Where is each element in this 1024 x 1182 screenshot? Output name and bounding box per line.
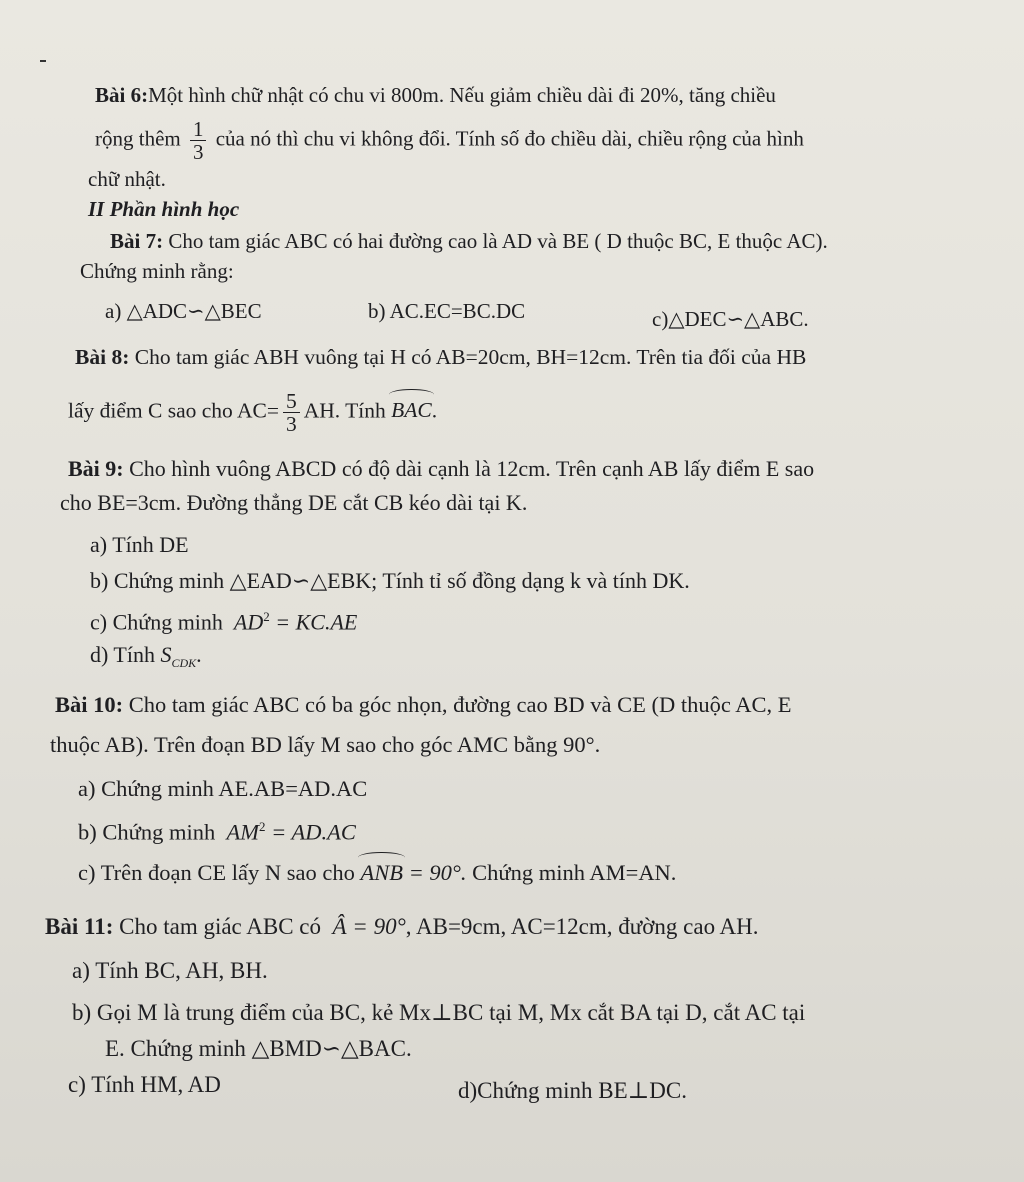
- bai9-line1: [68, 456, 814, 482]
- bai8-frac-num: 5: [283, 390, 300, 413]
- bai10-item-a: a) Chứng minh AE.AB=AD.AC: [78, 776, 368, 801]
- bai6-frac-den: 3: [192, 140, 204, 164]
- bai9-item-b: b) Chứng minh △EAD∽△EBK; Tính tỉ số đồng dạng k và tính DK.: [90, 568, 690, 593]
- bai6-text2b: của nó thì chu vi không đổi. Tính số đo chiều dài, chiều rộng của hình: [215, 126, 804, 151]
- bai8-line1: [75, 344, 806, 370]
- bai10-b-rest: = AD.AC: [265, 819, 356, 845]
- bai11-angle-a: Â = 90°: [332, 914, 406, 939]
- bai10-text1: Cho tam giác ABC có ba góc nhọn, đường cao BD và CE (D thuộc AC, E: [128, 692, 792, 717]
- bai10-angle-anb: ANB: [360, 860, 403, 885]
- bai10-item-b: [78, 814, 356, 846]
- section2-title: II Phần hình học: [88, 197, 240, 221]
- bai7-item-a: a) △ADC∽△BEC: [105, 299, 262, 323]
- bai10-b-math: AM: [226, 819, 259, 845]
- bai8-title: Bài 8:: [75, 345, 130, 369]
- bai9-item-c: [90, 604, 357, 635]
- bai9-d-end: .: [196, 642, 202, 667]
- bai9-c-rest: = KC.AE: [269, 609, 358, 635]
- bai10-b-sup: 2: [258, 819, 266, 834]
- bai8-frac-den: 3: [285, 412, 297, 436]
- bai6-line1: [95, 82, 776, 108]
- bai9-item-a: a) Tính DE: [90, 532, 189, 557]
- bai11-text1-rest: , AB=9cm, AC=12cm, đường cao AH.: [405, 914, 759, 939]
- bai10-c-pre: c) Trên đoạn CE lấy N sao cho: [78, 860, 355, 885]
- bai8-angle-bac: BAC: [391, 398, 432, 423]
- bai6-text2a: rộng thêm: [95, 126, 181, 151]
- bai9-d-math: S: [160, 642, 172, 667]
- bai8-text2b: AH. Tính: [303, 398, 386, 423]
- bai6-line2: [95, 118, 804, 163]
- bai8-text1: Cho tam giác ABH vuông tại H có AB=20cm, BH=12cm. Trên tia đối của HB: [134, 345, 807, 369]
- bai10-item-c: [78, 860, 676, 886]
- bai6-line3: chữ nhật.: [88, 167, 166, 191]
- bai6-fraction: [190, 118, 207, 163]
- bai11-item-d: d)Chứng minh BE⊥DC.: [458, 1078, 687, 1103]
- bai6-text1: Một hình chữ nhật có chu vi 800m. Nếu giảm chiều dài đi 20%, tăng chiều: [148, 83, 776, 107]
- bai9-c-pre: c) Chứng minh: [90, 609, 223, 635]
- bai10-title: Bài 10:: [55, 692, 124, 717]
- bai11-item-b1: b) Gọi M là trung điểm của BC, kẻ Mx⊥BC tại M, Mx cắt BA tại D, cắt AC tại: [72, 1000, 806, 1025]
- bai10-line1: [55, 692, 792, 718]
- bai11-item-c: c) Tính HM, AD: [68, 1072, 221, 1097]
- bai7-item-b: b) AC.EC=BC.DC: [368, 299, 526, 323]
- bai10-b-pre: b) Chứng minh: [78, 819, 216, 845]
- bai9-d-pre: d) Tính: [90, 642, 155, 667]
- bai11-item-b2: E. Chứng minh △BMD∽△BAC.: [105, 1036, 412, 1061]
- bai11-text1-pre: Cho tam giác ABC có: [119, 914, 321, 939]
- bai10-line2: thuộc AB). Trên đoạn BD lấy M sao cho góc AMC bằng 90°.: [50, 732, 601, 757]
- bai9-c-sup: 2: [263, 609, 270, 624]
- bai10-c-mid: = 90°.: [402, 860, 467, 885]
- bai10-c-end: Chứng minh AM=AN.: [466, 860, 677, 885]
- bai8-text2c: .: [431, 398, 438, 423]
- bai7-item-c: c)△DEC∽△ABC.: [652, 307, 809, 331]
- bai7-text1: Cho tam giác ABC có hai đường cao là AD và BE ( D thuộc BC, E thuộc AC).: [168, 229, 828, 253]
- bai9-title: Bài 9:: [68, 456, 124, 481]
- bai11-item-a: a) Tính BC, AH, BH.: [72, 958, 268, 983]
- bai8-text2a: lấy điểm C sao cho AC=: [68, 398, 279, 423]
- bai9-item-d: [90, 642, 202, 676]
- bai9-d-sub: CDK: [171, 656, 197, 670]
- bai9-text1: Cho hình vuông ABCD có độ dài cạnh là 12cm. Trên cạnh AB lấy điểm E sao: [129, 456, 815, 481]
- bai8-line2: [68, 390, 437, 435]
- bai11-title: Bài 11:: [45, 914, 114, 939]
- bai7-title: Bài 7:: [110, 229, 164, 253]
- bai6-title: Bài 6:: [95, 83, 149, 107]
- pen-mark: [40, 60, 46, 62]
- bai6-frac-num: 1: [190, 118, 207, 141]
- bai7-line1: [110, 228, 828, 254]
- bai7-line2: Chứng minh rằng:: [80, 259, 234, 283]
- bai9-c-math: AD: [233, 609, 264, 635]
- bai8-fraction: [283, 390, 300, 435]
- bai11-line1: [45, 914, 759, 940]
- bai9-line2: cho BE=3cm. Đường thẳng DE cắt CB kéo dài tại K.: [60, 490, 528, 515]
